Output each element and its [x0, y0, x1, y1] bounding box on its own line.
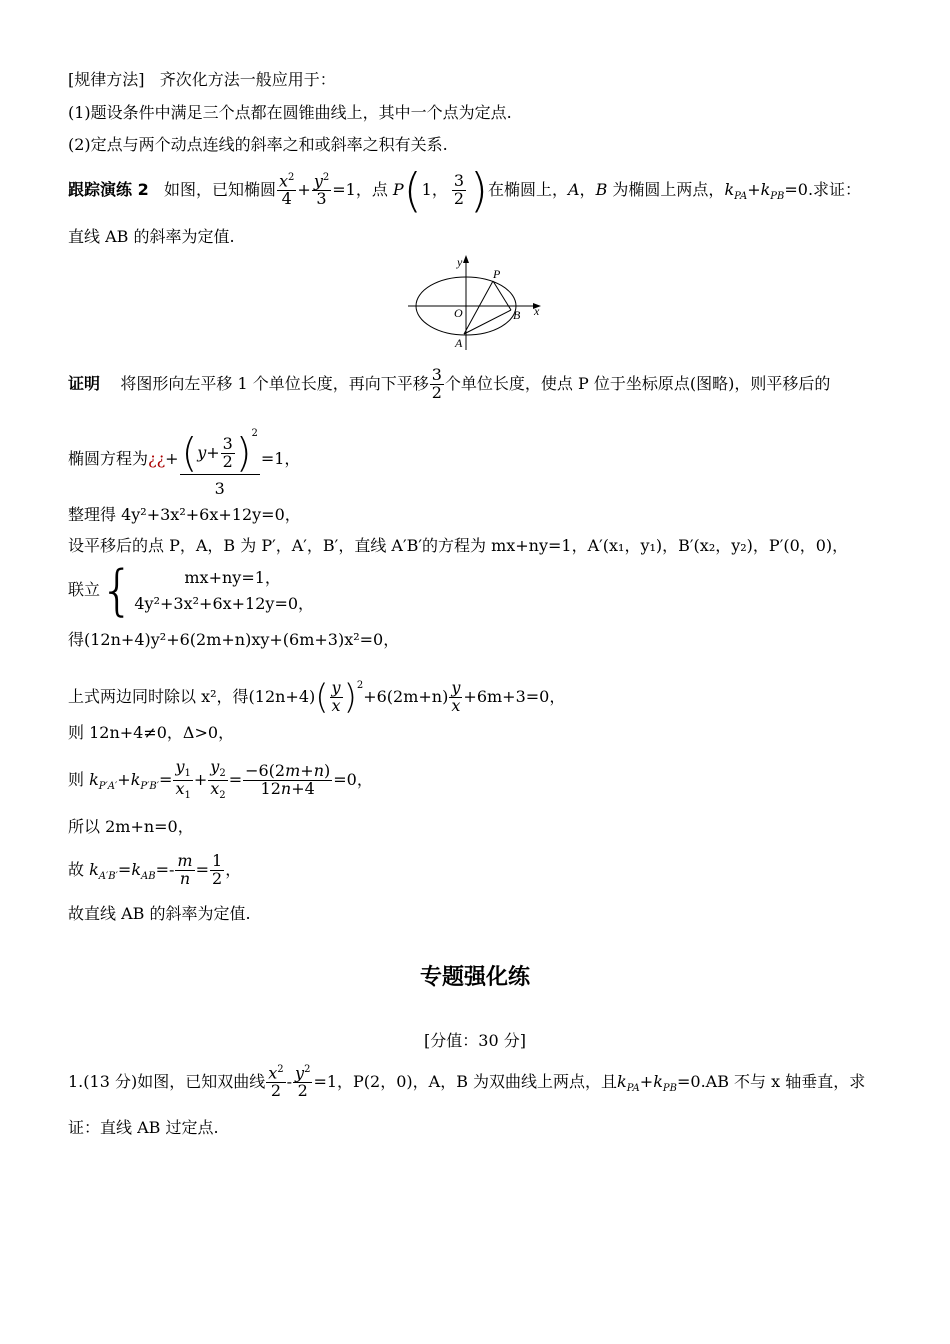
proof-line-7: 上式两边同时除以 x²，得(12n+4)( $\frac{y}{x}$ )$^2$+6(2m+n) $\frac{y}{x}$ +6m+3=0， — [68, 677, 566, 718]
ellipse-figure — [402, 253, 552, 353]
practice-line: 跟踪演练 2 如图，已知椭圆 $\frac{x^2}{4}$ + $\frac{y^2}{3}$ =1，点 P(1， $\frac{3}{2}$ )在椭圆上，A，B 为椭圆上两点，$k_{PA}+k_{PB}=0$.求证： — [68, 163, 862, 218]
proof-line-3: 整理得 4y²+3x²+6x+12y=0， — [68, 505, 301, 524]
proof-line-6: 得(12n+4)y²+6(2m+n)xy+(6m+3)x²=0， — [68, 630, 400, 649]
axis-y-label: y — [457, 255, 463, 269]
proof-line-11: 故 $k_{A'B'}=k_{AB}=-$ $\frac{m}{n}$ = $\frac{1}{2}$ ， — [68, 851, 242, 888]
proof-line-9: 则 $k_{P'A'}+k_{P'B'}=$ $\frac{y_1}{x_1}$ + $\frac{y_2}{x_2}$ = $\frac{-6(2m+n)}{12n+4}$ =0， — [68, 757, 373, 802]
proof-line-10: 所以 2m+n=0， — [68, 817, 194, 836]
problem-1-line-1: 1.(13 分)如图，已知双曲线 $\frac{x^2}{2}$ - $\frac{y^2}{2}$ =1，P(2，0)，A，B 为双曲线上两点，且$k_{PA}+k_{PB}=0.AB$ 不与 x 轴垂直，求 — [68, 1063, 866, 1101]
sys-eq-1: mx+ny=1， — [184, 567, 281, 587]
proof-line-4: 设平移后的点 P，A，B 为 P′，A′，B′，直线 A′B′的方程为 mx+ny=1，A′(x₁，y₁)，B′(x₂，y₂)，P′(0，0)， — [68, 536, 849, 555]
method-item-2: (2)定点与两个动点连线的斜率之和或斜率之积有关系. — [68, 135, 448, 154]
practice-line-2: 直线 AB 的斜率为定值. — [68, 227, 235, 246]
frac-x2-4: $\frac{x^2}{4}$ — [279, 171, 295, 209]
origin-label: O — [454, 306, 463, 320]
frac-3-2: $\frac{3}{2}$ — [453, 171, 465, 208]
proof-line-1: 证明 将图形向左平移 1 个单位长度，再向下平移 $\frac{3}{2}$ 个单位长度，使点 P 位于坐标原点(图略)，则平移后的 — [68, 365, 831, 402]
sys-eq-2: 4y²+3x²+6x+12y=0， — [134, 593, 315, 613]
frac-y2-3: $\frac{y^2}{3}$ — [313, 171, 330, 209]
proof-tag: 证明 — [68, 374, 101, 393]
practice-tag: 跟踪演练 2 — [68, 180, 149, 199]
method-intro: 齐次化方法一般应用于： — [159, 70, 336, 89]
axis-x-label: x — [534, 304, 540, 318]
point-a-label: A — [455, 336, 463, 350]
section-title: 专题强化练 — [419, 965, 530, 990]
point-b-label: B — [513, 308, 521, 322]
proof-line-12: 故直线 AB 的斜率为定值. — [68, 904, 251, 923]
proof-line-8: 则 12n+4≠0，Δ>0， — [68, 723, 235, 742]
method-line — [68, 70, 336, 90]
score-label: [分值：30 分] — [424, 1031, 526, 1050]
proof-line-2: 椭圆方程为¿¿+ (y+ $\frac{3}{2}$ )$^2$ 3 =1， — [68, 416, 300, 492]
method-item-1: (1)题设条件中满足三个点都在圆锥曲线上，其中一个点为定点. — [68, 103, 512, 122]
point-p-label: P — [493, 267, 501, 281]
proof-system: 联立{ mx+ny=1， 4y²+3x²+6x+12y=0， — [68, 558, 315, 622]
method-tag: [规律方法] — [68, 70, 145, 89]
translated-frac: (y+ $\frac{3}{2}$ )$^2$ 3 — [180, 416, 260, 503]
problem-1-line-2: 证：直线 AB 过定点. — [68, 1118, 219, 1137]
